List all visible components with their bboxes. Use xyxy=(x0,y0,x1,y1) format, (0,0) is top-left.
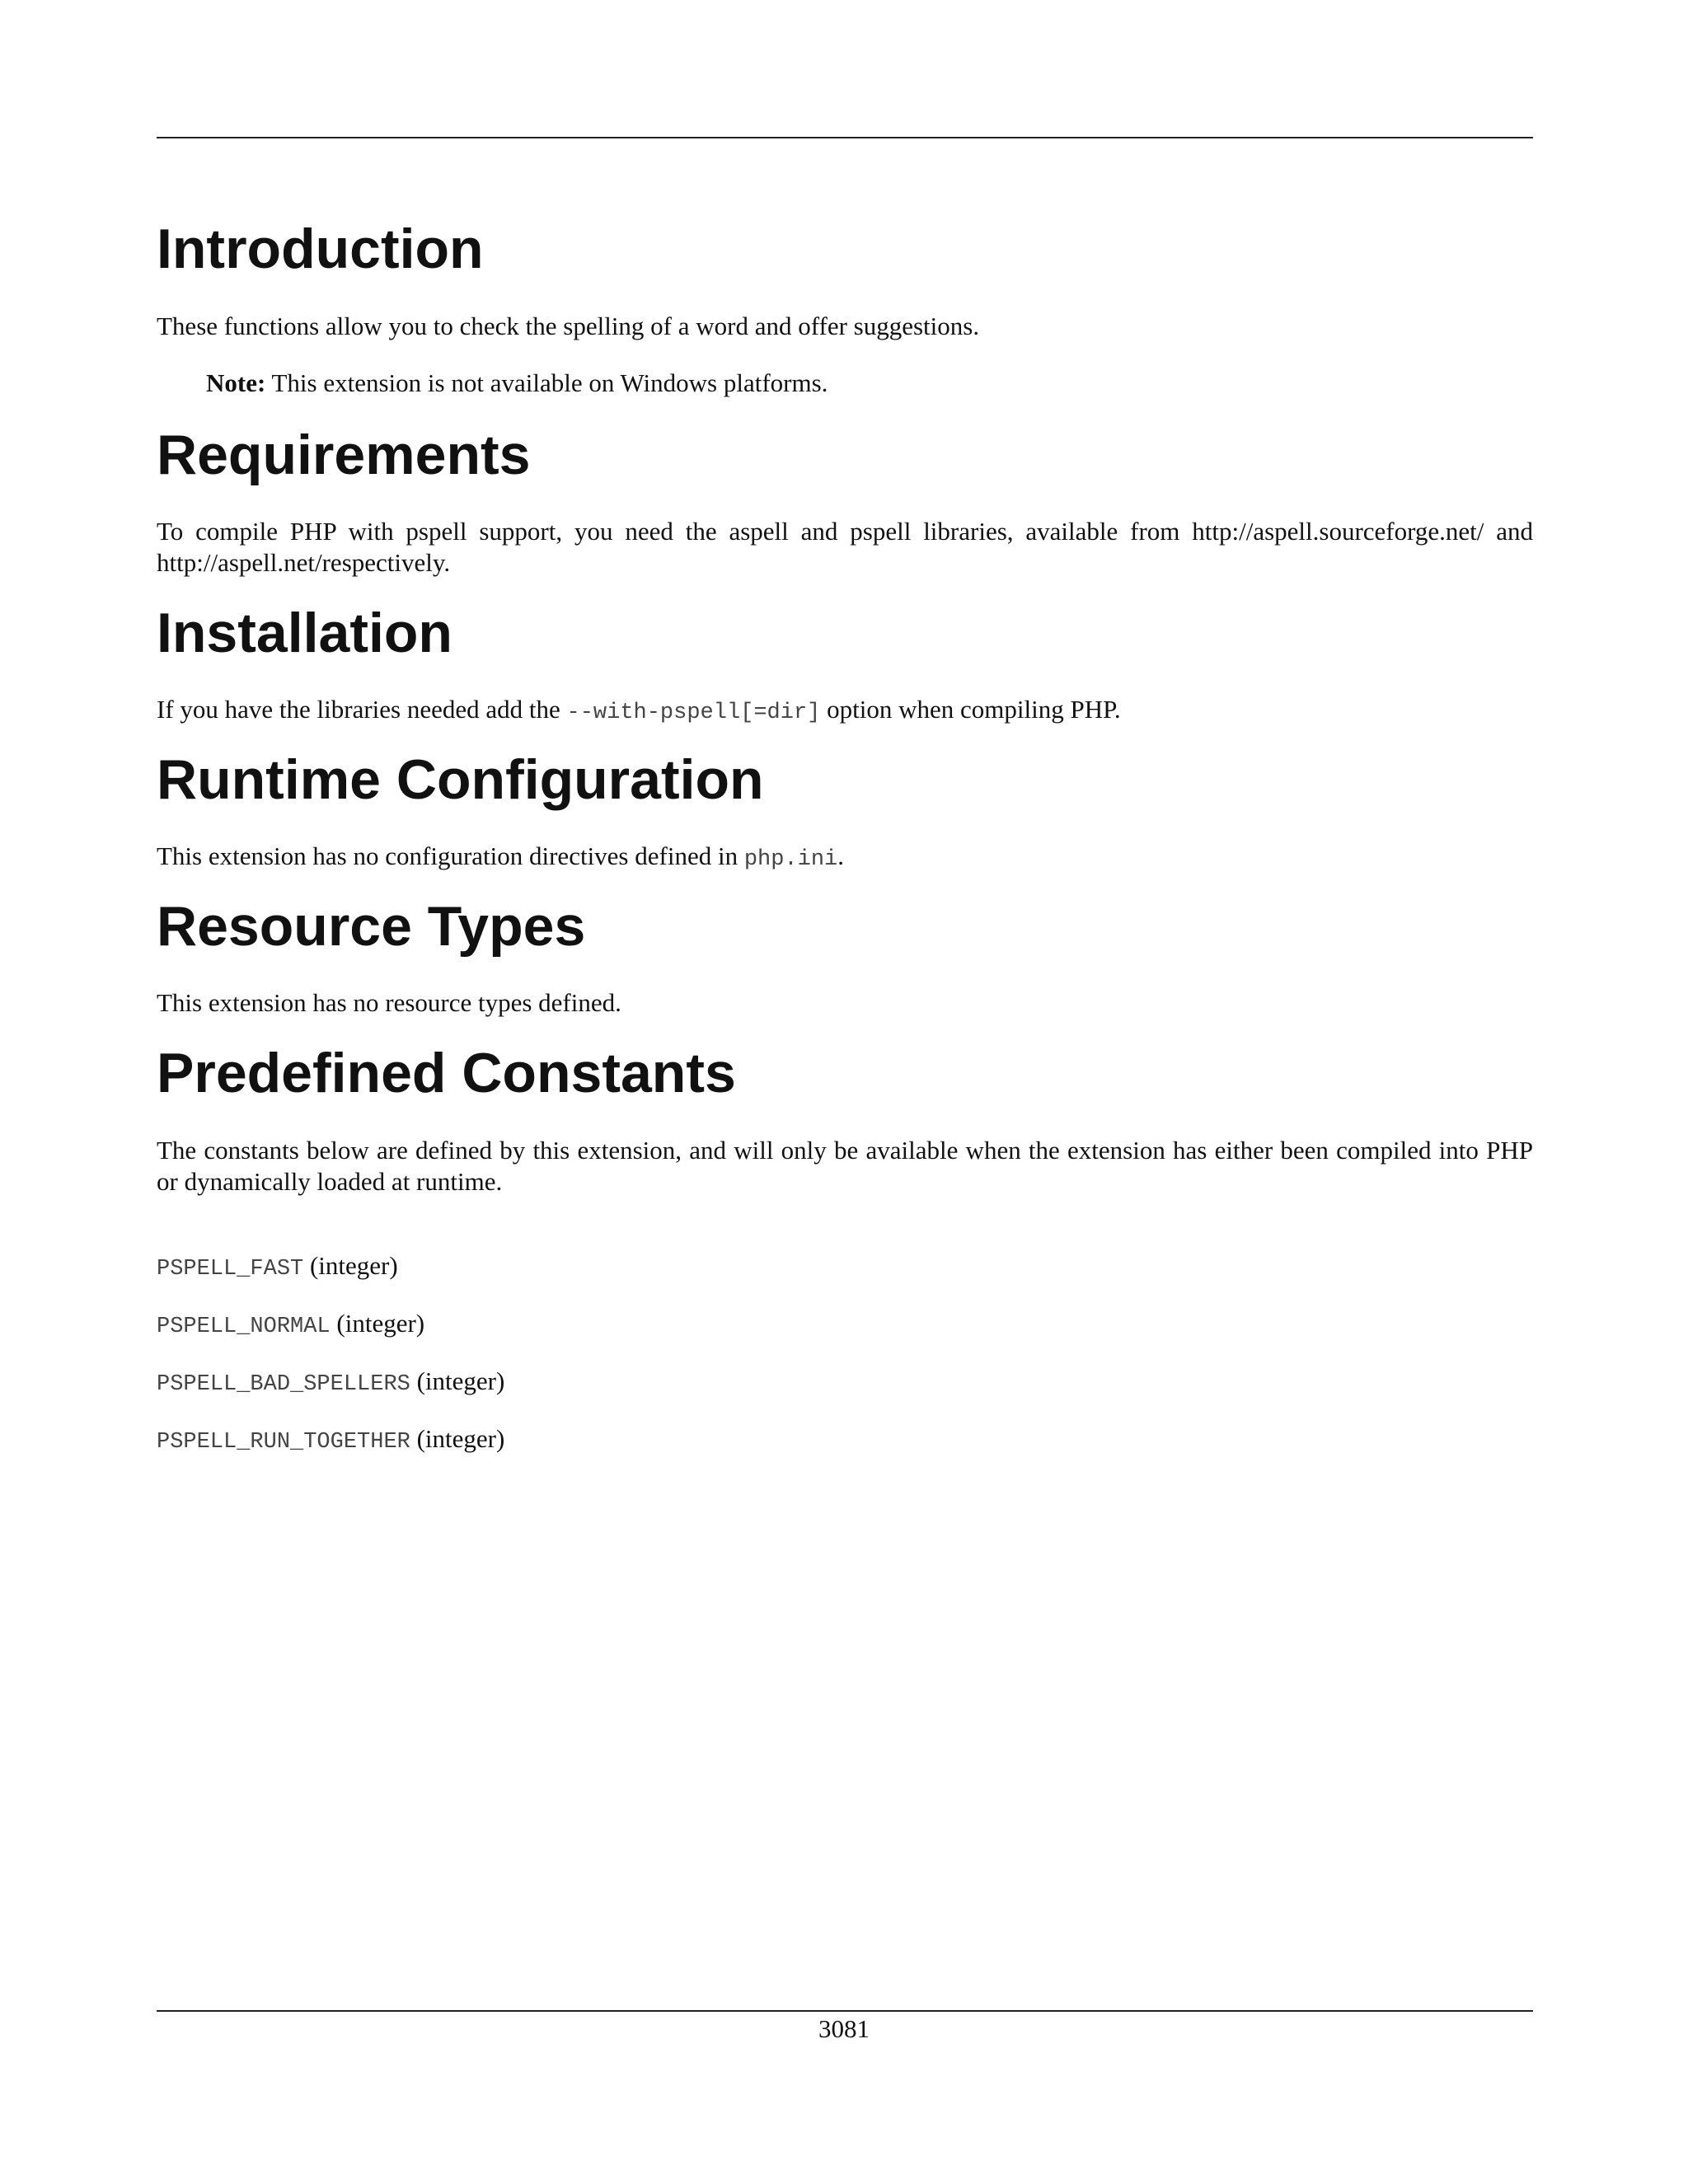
pspell-option-code: --with-pspell[=dir] xyxy=(566,701,821,725)
constant-type: (integer) xyxy=(303,1251,398,1280)
header-rule xyxy=(157,137,1533,138)
page-number: 3081 xyxy=(818,2014,870,2043)
runtime-text-before: This extension has no configuration directives defined in xyxy=(157,841,744,870)
constant-type: (integer) xyxy=(410,1424,505,1453)
runtime-configuration-text xyxy=(157,841,844,875)
predefined-constants-text: The constants below are defined by this extension, and will only be available when the extension has either been compiled into PHP or dynamically loaded at runtime. xyxy=(157,1136,1533,1196)
requirements-heading: Requirements xyxy=(157,424,531,486)
constant-entry xyxy=(157,1366,504,1400)
constant-name: PSPELL_BAD_SPELLERS xyxy=(157,1372,410,1397)
php-ini-code: php.ini xyxy=(743,847,838,872)
constant-type: (integer) xyxy=(330,1309,425,1338)
resource-types-text: This extension has no resource types defined. xyxy=(157,988,621,1017)
introduction-text: These functions allow you to check the spelling of a word and offer suggestions. xyxy=(157,312,980,340)
constant-entry xyxy=(157,1423,504,1458)
note-paragraph xyxy=(206,368,828,399)
installation-text-after: option when compiling PHP. xyxy=(820,695,1121,724)
introduction-heading: Introduction xyxy=(157,218,484,280)
resource-types-heading: Resource Types xyxy=(157,895,586,958)
constant-name: PSPELL_NORMAL xyxy=(157,1315,331,1339)
predefined-constants-heading: Predefined Constants xyxy=(157,1042,736,1104)
requirements-text: To compile PHP with pspell support, you need the aspell and pspell libraries, available from http://aspell.sourceforge.net/ and http://aspell.net/respectively. xyxy=(157,517,1533,577)
runtime-configuration-heading: Runtime Configuration xyxy=(157,748,764,811)
installation-text-before: If you have the libraries needed add the xyxy=(157,695,567,724)
constant-entry xyxy=(157,1308,424,1343)
runtime-text-after: . xyxy=(837,841,844,870)
note-text: This extension is not available on Windows platforms. xyxy=(265,368,828,397)
footer-rule xyxy=(157,2010,1533,2012)
installation-text xyxy=(157,694,1121,729)
constant-entry xyxy=(157,1250,398,1285)
constant-name: PSPELL_FAST xyxy=(157,1257,304,1282)
installation-heading: Installation xyxy=(157,602,452,664)
constant-name: PSPELL_RUN_TOGETHER xyxy=(157,1430,410,1455)
note-label: Note: xyxy=(206,368,266,397)
constant-type: (integer) xyxy=(410,1366,505,1395)
